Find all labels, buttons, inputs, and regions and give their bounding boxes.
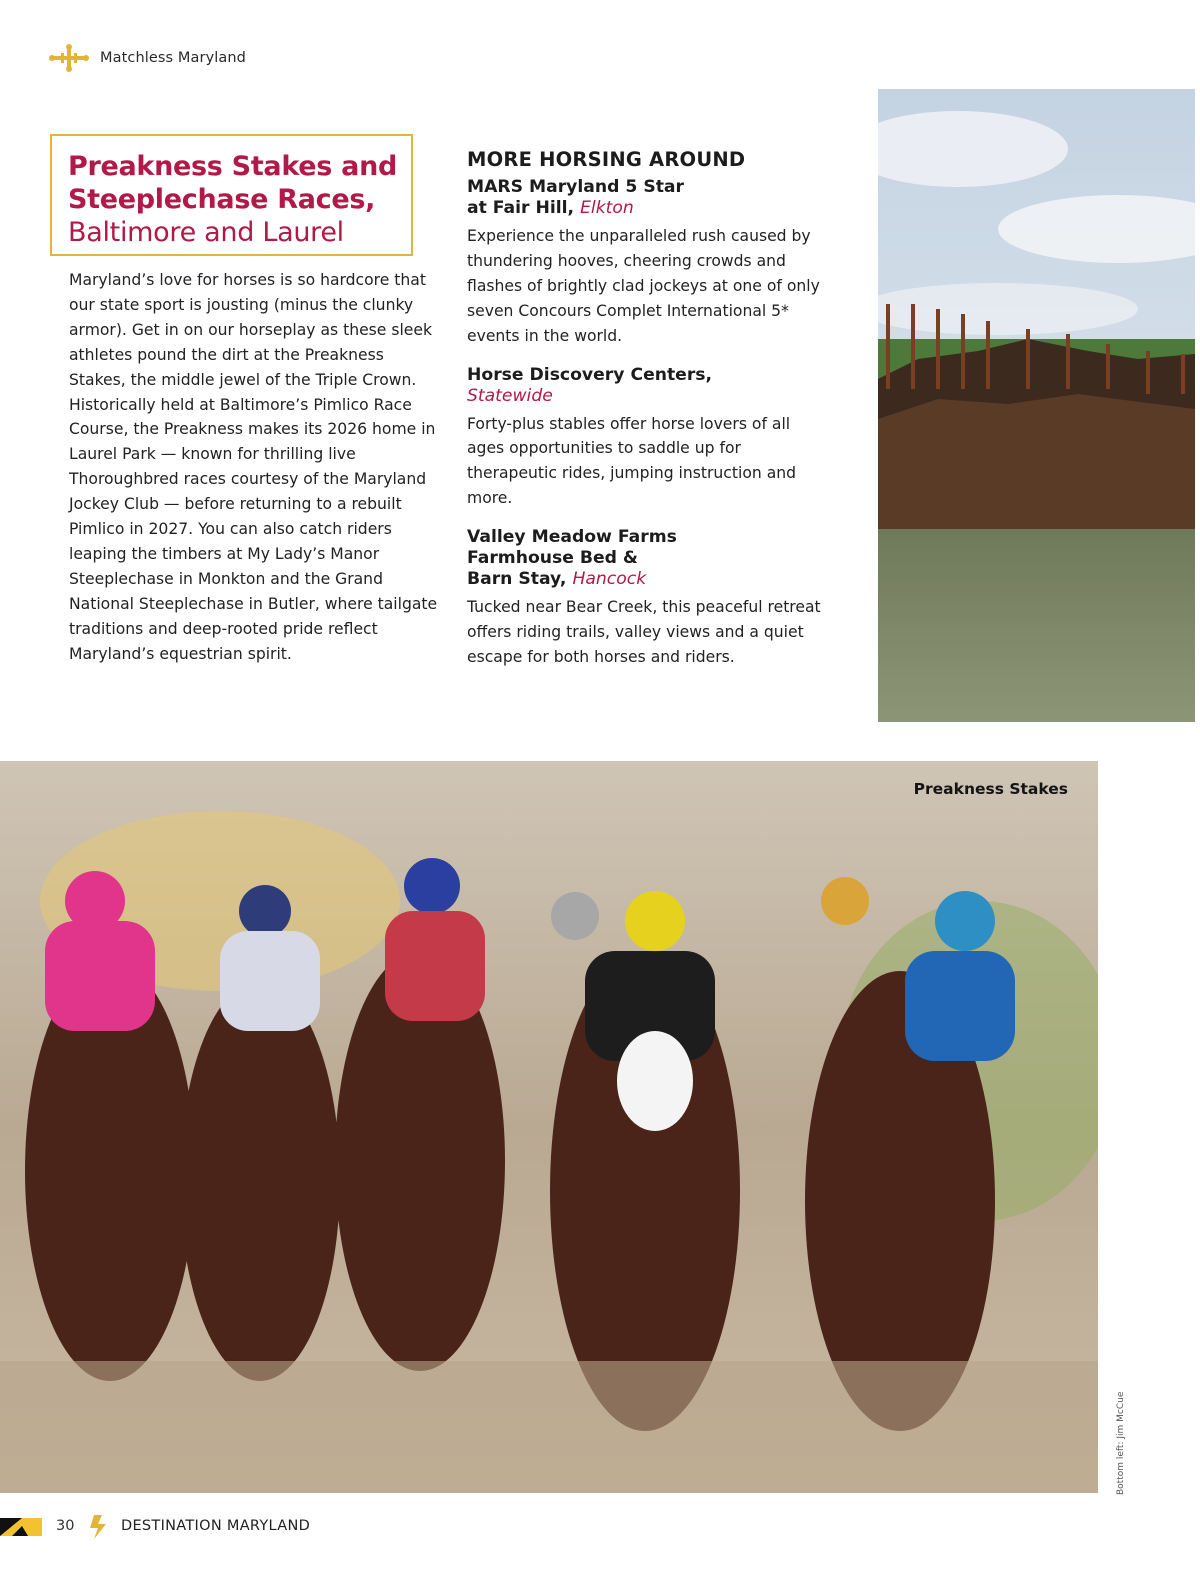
listing-item: [467, 527, 822, 670]
listing-description: Tucked near Bear Creek, this peaceful retreat offers riding trails, valley views and a quiet escape for both horses and riders.: [467, 598, 821, 666]
sidebar-heading: MORE HORSING AROUND: [467, 148, 746, 171]
listing-title: [467, 177, 822, 219]
listing-item: [467, 365, 822, 512]
listing-name: Farmhouse Bed &: [467, 548, 638, 569]
shipwreck-photo: [878, 89, 1195, 722]
maryland-cross-icon: [48, 44, 90, 72]
listing-description: Forty-plus stables offer horse lovers of all ages opportunities to saddle up for therapeutic rides, jumping instruction and more.: [467, 414, 797, 508]
section-label: Matchless Maryland: [100, 50, 246, 66]
listing-name: at Fair Hill,: [467, 198, 581, 218]
maryland-flag-icon: [0, 1518, 42, 1536]
listing-title: [467, 365, 822, 407]
page-number: 30: [56, 1518, 75, 1534]
listing-name: Barn Stay,: [467, 569, 573, 590]
listing-name: MARS Maryland 5 Star: [467, 177, 685, 197]
feature-title-line: Steeplechase Races,: [68, 184, 376, 215]
listing-name: Valley Meadow Farms: [467, 527, 677, 548]
lightning-icon: [88, 1515, 110, 1539]
listing-place: Hancock: [572, 569, 647, 590]
feature-title-location: Baltimore and Laurel: [68, 217, 344, 248]
listing-item: [467, 177, 822, 349]
listing-description: Experience the unparalleled rush caused by thundering hooves, cheering crowds and flashes of brightly clad jockeys at one of only seven Concours Complet International 5* events in the world.: [467, 227, 820, 345]
listing-place: Elkton: [580, 198, 634, 218]
photo-caption: Preakness Stakes: [913, 780, 1068, 798]
photo-credit: Bottom left: Jim McCue: [1116, 1391, 1126, 1495]
section-tag: [48, 44, 246, 72]
publication-title: DESTINATION MARYLAND: [121, 1518, 311, 1534]
listing-place: Statewide: [467, 385, 553, 406]
feature-body: Maryland’s love for horses is so hardcore that our state sport is jousting (minus the clunky armor). Get in on our horseplay as these sleek athletes pound the dirt at the Preakness Stakes, the middle jewel of the Triple Crown. Historically held at Baltimore’s Pimlico Race Course, the Preakness makes its 2026 home in Laurel Park — known for thrilling live Thoroughbred races courtesy of the Maryland Jockey Club — before returning to a rebuilt Pimlico in 2027. You can also catch riders leaping the timbers at My Lady’s Manor Steeplechase in Monkton and the Grand National Steeplechase in Butler, where tailgate traditions and deep-rooted pride reflect Maryland’s equestrian spirit.: [69, 271, 438, 663]
sidebar-column: [467, 148, 822, 670]
listing-title: [467, 527, 822, 590]
feature-title-line: Preakness Stakes and: [68, 151, 398, 182]
feature-title: [68, 150, 413, 249]
listing-name: Horse Discovery Centers,: [467, 364, 713, 385]
horse-race-photo: [0, 761, 1098, 1493]
